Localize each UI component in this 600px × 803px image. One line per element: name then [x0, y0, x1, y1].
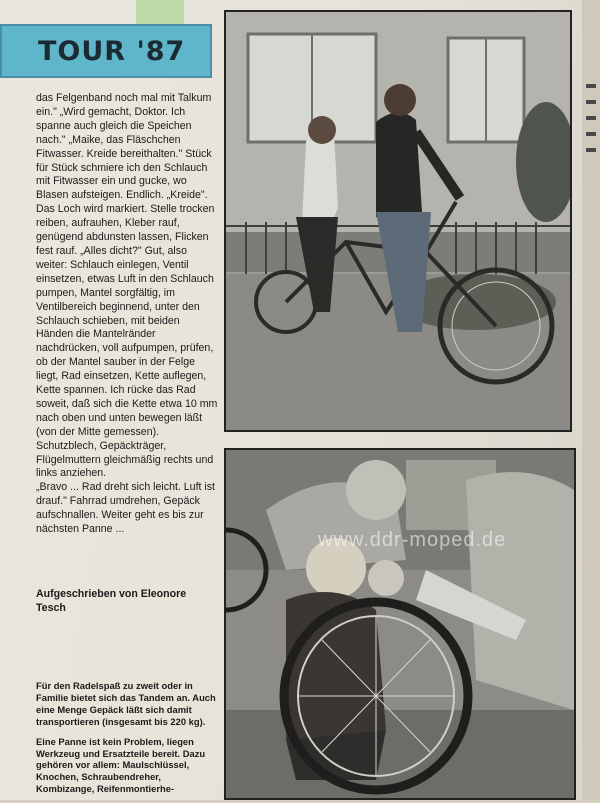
adjacent-page-mark [586, 148, 596, 152]
adjacent-page-edge [582, 0, 600, 800]
adjacent-page-mark [586, 132, 596, 136]
page-title: TOUR '87 [38, 36, 186, 67]
article-body [36, 92, 218, 537]
adjacent-page-mark [586, 116, 596, 120]
byline: Aufgeschrieben von Eleonore Tesch [36, 588, 187, 614]
tandem-photo [224, 10, 572, 432]
article-paragraph: „Bravo ... Rad dreht sich leicht. Luft ist drauf." Fahrrad umdrehen, Gepäck aufschnallen. Weiter geht es bis zur nächsten Panne ... [36, 481, 215, 536]
repair-photo [224, 448, 576, 800]
watermark: www.ddr-moped.de [318, 529, 507, 551]
article-paragraph: das Felgenband noch mal mit Talkum ein." „Wird gemacht, Doktor. Ich spanne auch gleich die Speichen nach." „Maike, das Fläschchen Fitwasser. Kreide bereithalten." Stück für Stück schmiere ich den Schlauch mit Fitwasser ein und gucke, wo Blasen aufsteigen. Endlich. „Kreide". Das Loch wird markiert. Stelle trocken reiben, aufrauhen, Kleber rauf, genügend abdunsten lassen, Flicken fest rauf. „Alles dicht?" Gut, also weiter: Schlauch einlegen, Ventil einsetzen, etwas Luft in den Schlauch pumpen, Mantel sorgfältig, im Ventilbereich beginnend, unter den Schlauch schieben, mit beiden Händen die Mantelränder nachdrücken, voll aufpumpen, prüfen, ob der Mantel sauber in der Felge liegt, Rad einsetzen, Kette auflegen, Kette spannen. Ich rücke das Rad soweit, daß sich die Kette etwa 10 mm nach oben und unten bewegen läßt (von der Mitte gemessen). Schutzblech, Gepäckträger, Flügelmuttern gleichmäßig rechts und links anziehen. [36, 92, 218, 480]
caption-paragraph: Für den Radelspaß zu zweit oder in Familie bietet sich das Tandem an. Auch eine Menge Gepäck läßt sich damit transportieren (insgesamt bis 220 kg). [36, 680, 216, 727]
adjacent-page-mark [586, 100, 596, 104]
caption-paragraph: Eine Panne ist kein Problem, liegen Werkzeug und Ersatzteile bereit. Dazu gehören vor allem: Maulschlüssel, Knochen, Schraubendreher, Kombizange, Reifenmontierhe- [36, 735, 206, 795]
photo-caption [36, 680, 218, 803]
tandem-photo-image [226, 12, 570, 430]
adjacent-page-mark [586, 84, 596, 88]
repair-photo-image [226, 450, 574, 798]
